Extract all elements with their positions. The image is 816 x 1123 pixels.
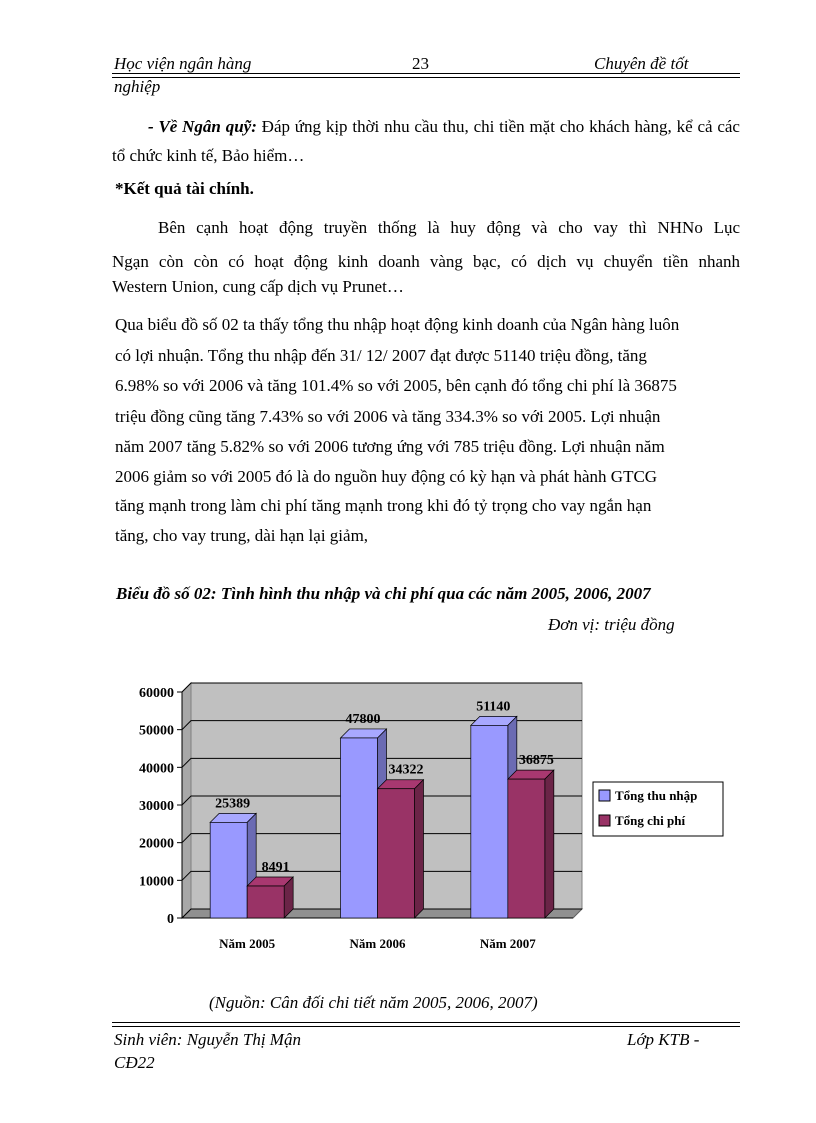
y-tick-label: 10000 — [139, 874, 174, 890]
footer-class: Lớp KTB - — [627, 1030, 700, 1049]
analysis-line: Qua biểu đồ số 02 ta thấy tổng thu nhập hoạt động kinh doanh của Ngân hàng luôn — [115, 315, 680, 334]
data-label: 8491 — [261, 860, 290, 876]
unit-label: Đơn vị: triệu đồng — [548, 615, 675, 634]
analysis-line: tăng, cho vay trung, dài hạn lại giảm, — [115, 526, 369, 545]
legend-swatch — [599, 815, 610, 826]
analysis-line: 6.98% so với 2006 và tăng 101.4% so với 2005, bên cạnh đó tổng chi phí là 36875 — [115, 376, 677, 395]
data-label: 47800 — [345, 711, 381, 727]
section-heading: *Kết quả tài chính. — [115, 179, 254, 198]
header-school: Học viện ngân hàng — [114, 54, 252, 73]
bar — [341, 738, 378, 918]
footer-class-cont: CĐ22 — [114, 1053, 155, 1072]
header-rule — [112, 73, 740, 74]
source-note: (Nguồn: Cân đối chi tiết năm 2005, 2006, 2007) — [209, 993, 538, 1012]
analysis-line: tăng mạnh trong làm chi phí tăng mạnh trong khi đó tỷ trọng cho vay ngắn hạn — [115, 496, 652, 515]
footer-rule-2 — [112, 1026, 740, 1027]
legend-swatch — [599, 790, 610, 801]
y-tick-label: 60000 — [139, 686, 174, 701]
footer-student: Sinh viên: Nguyễn Thị Mận — [114, 1030, 301, 1049]
legend-label: Tổng thu nhập — [615, 788, 698, 803]
y-tick-label: 20000 — [139, 836, 174, 852]
y-tick-label: 0 — [167, 912, 174, 927]
bar-side — [545, 770, 554, 918]
data-label: 51140 — [476, 699, 511, 715]
x-tick-label: Năm 2005 — [219, 936, 276, 951]
header-rule-2 — [112, 77, 740, 78]
analysis-line: 2006 giảm so với 2005 đó là do nguồn huy động có kỳ hạn và phát hành GTCG — [115, 467, 658, 486]
chart-caption: Biểu đồ số 02: Tình hình thu nhập và chi phí qua các năm 2005, 2006, 2007 — [116, 584, 651, 603]
y-tick-label: 30000 — [139, 799, 174, 814]
header-title-cont: nghiệp — [114, 77, 161, 96]
bar — [247, 886, 284, 918]
bar — [471, 725, 508, 918]
chart-legend — [593, 782, 723, 836]
data-label: 25389 — [215, 796, 251, 812]
data-label: 36875 — [518, 753, 554, 769]
y-tick-label: 50000 — [139, 723, 174, 739]
paragraph-activities-l2: Ngạn còn còn có hoạt động kinh doanh vàng bạc, có dịch vụ chuyển tiền nhanh — [112, 252, 740, 271]
bar-chart — [0, 680, 816, 980]
paragraph-activities-l3: Western Union, cung cấp dịch vụ Prunet… — [112, 277, 404, 296]
header-title: Chuyên đề tốt — [594, 54, 689, 73]
y-tick-label: 40000 — [139, 761, 174, 777]
analysis-line: năm 2007 tăng 5.82% so với 2006 tương ứng với 785 triệu đồng. Lợi nhuận năm — [115, 437, 665, 456]
treasury-text: Đáp ứng kịp thời nhu cầu thu, chi tiền mặt cho khách hàng, kể cả các tổ chức kinh tế, Bảo hiểm… — [112, 117, 740, 165]
bar-side — [415, 780, 424, 918]
paragraph-activities-l1: Bên cạnh hoạt động truyền thống là huy động và cho vay thì NHNo Lục — [158, 218, 740, 237]
analysis-line: có lợi nhuận. Tổng thu nhập đến 31/ 12/ 2007 đạt được 51140 triệu đồng, tăng — [115, 346, 647, 365]
legend-label: Tổng chi phí — [615, 813, 686, 828]
bar — [210, 822, 247, 918]
footer-rule — [112, 1022, 740, 1023]
bar — [508, 779, 545, 918]
header-page-number: 23 — [412, 54, 429, 73]
paragraph-treasury — [112, 112, 740, 170]
x-tick-label: Năm 2007 — [479, 936, 536, 951]
analysis-line: triệu đồng cũng tăng 7.43% so với 2006 và tăng 334.3% so với 2005. Lợi nhuận — [115, 407, 661, 426]
x-tick-label: Năm 2006 — [349, 936, 406, 951]
bar — [378, 789, 415, 918]
data-label: 34322 — [388, 762, 424, 778]
treasury-lead: - Về Ngân quỹ: — [148, 117, 257, 136]
